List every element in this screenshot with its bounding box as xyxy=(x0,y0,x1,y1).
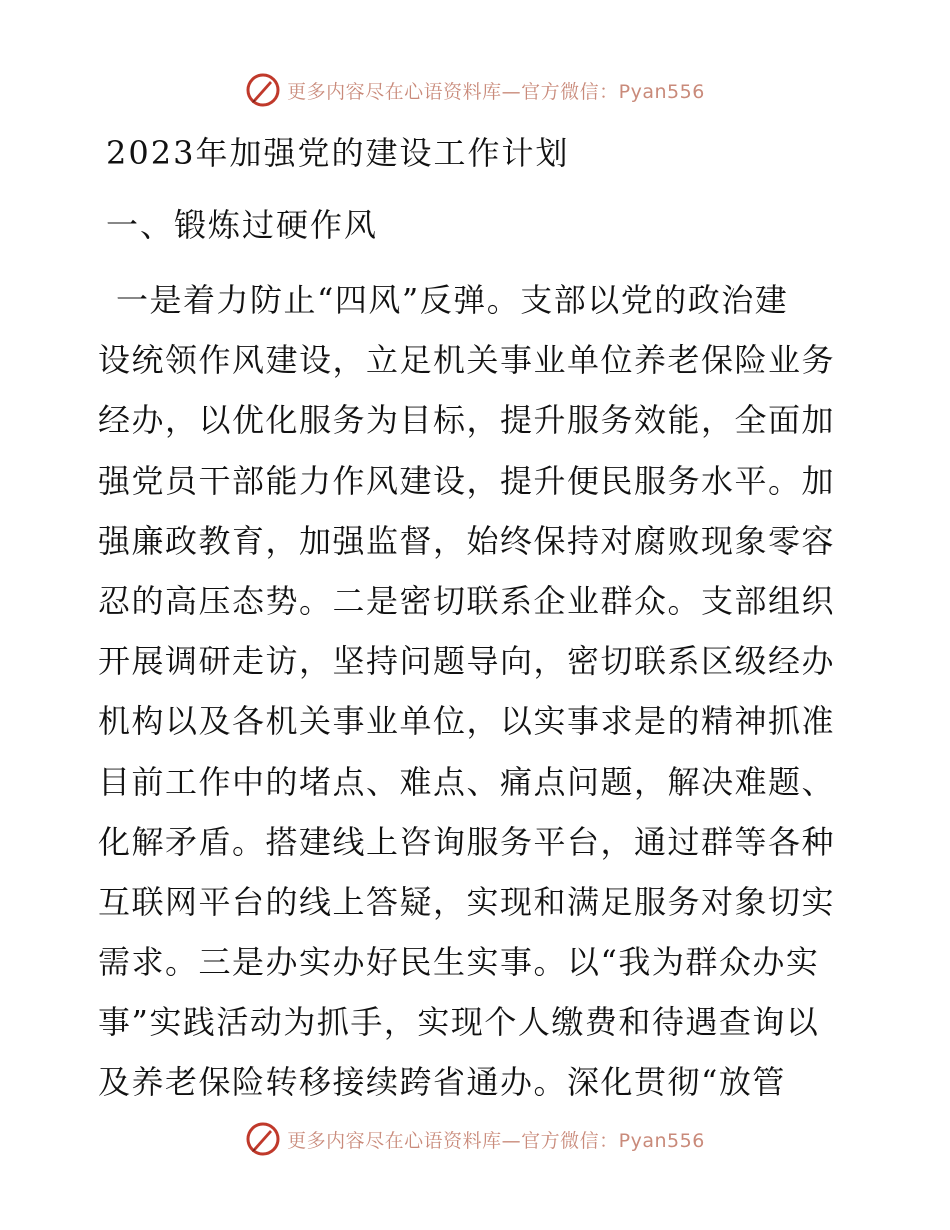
body-line: 经办，以优化服务为目标，提升服务效能，全面加 xyxy=(98,401,836,440)
feather-pen-logo-icon xyxy=(245,1121,281,1157)
body-line: 强廉政教育，加强监督，始终保持对腐败现象零容 xyxy=(98,521,836,560)
body-line: 需求。三是办实办好民生实事。以“我为群众办实 xyxy=(98,943,820,982)
watermark-text: 更多内容尽在心语资料库—官方微信：Pyan556 xyxy=(287,80,705,103)
body-paragraph xyxy=(98,270,858,1113)
section-heading: 一、锻炼过硬作风 xyxy=(106,206,379,244)
body-line: 忍的高压态势。二是密切联系企业群众。支部组织 xyxy=(98,581,836,620)
body-line: 事”实践活动为抓手，实现个人缴费和待遇查询以 xyxy=(98,1003,820,1042)
feather-pen-logo-icon xyxy=(245,72,281,108)
body-line: 互联网平台的线上答疑，实现和满足服务对象切实 xyxy=(98,882,836,921)
body-line: 及养老保险转移接续跨省通办。深化贯彻“放管 xyxy=(98,1063,786,1102)
header-watermark xyxy=(0,72,950,108)
body-line: 目前工作中的堵点、难点、痛点问题，解决难题、 xyxy=(98,762,836,801)
body-line: 开展调研走访，坚持问题导向，密切联系区级经办 xyxy=(98,642,836,681)
watermark-text: 更多内容尽在心语资料库—官方微信：Pyan556 xyxy=(287,1129,705,1152)
body-line: 化解矛盾。搭建线上咨询服务平台，通过群等各种 xyxy=(98,822,836,861)
body-line: 强党员干部能力作风建设，提升便民服务水平。加 xyxy=(98,461,836,500)
body-line: 机构以及各机关事业单位，以实事求是的精神抓准 xyxy=(98,702,836,741)
footer-watermark xyxy=(0,1121,950,1157)
body-line: 一是着力防止“四风”反弹。支部以党的政治建 xyxy=(116,281,789,319)
body-line: 设统领作风建设，立足机关事业单位养老保险业务 xyxy=(98,341,836,380)
document-title: 2023年加强党的建设工作计划 xyxy=(106,134,570,172)
